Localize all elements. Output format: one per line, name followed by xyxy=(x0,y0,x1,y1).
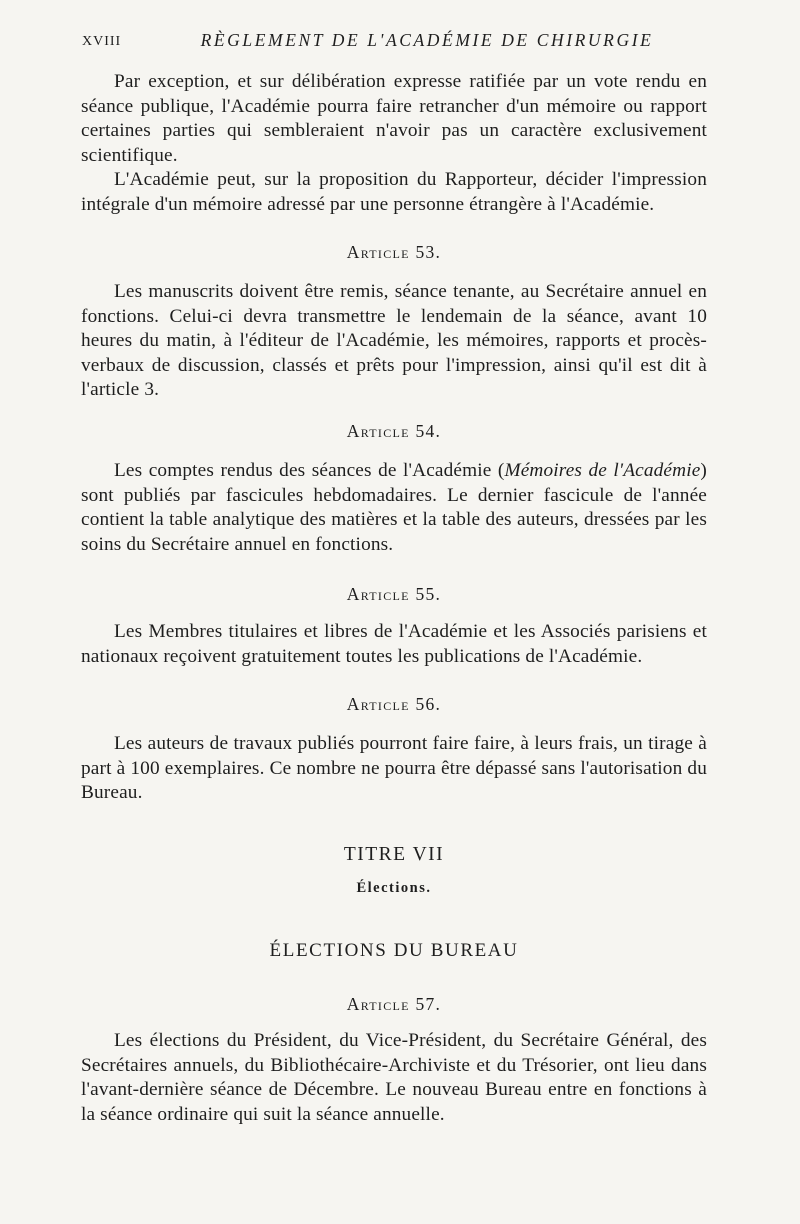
publication-title: Mémoires de l'Académie xyxy=(504,460,701,481)
header-title: RÈGLEMENT DE L'ACADÉMIE DE CHIRURGIE xyxy=(200,30,654,50)
paragraph-article-56 xyxy=(81,732,707,806)
paragraph-article-57 xyxy=(81,1029,707,1127)
article-56-heading: Article 56. xyxy=(346,694,442,714)
paragraph-article-53 xyxy=(81,280,707,403)
paragraph-impression xyxy=(81,168,707,217)
article-54-heading: Article 54. xyxy=(346,421,442,441)
paragraph-article-54 xyxy=(81,459,707,557)
paragraph-article-55 xyxy=(81,620,707,669)
running-header xyxy=(82,30,710,54)
paragraph-text: Les comptes rendus des séances de l'Académie (Mémoires de l'Académie) sont publiés par fascicules hebdomadaires. Le dernier fascicule de l'année contient la table analytique des matières et la table des auteurs, dressées par les soins du Secrétaire annuel en fonctions. xyxy=(81,460,707,555)
titre-subheading: Élections. xyxy=(356,880,432,896)
paragraph-text: Les élections du Président, du Vice-Président, du Secrétaire Général, des Secrétaires annuels, du Bibliothécaire-Archiviste et du Trésorier, ont lieu dans l'avant-dernière séance de Décembre. Le nouveau Bureau entre en fonctions à la séance ordinaire qui suit la séance annuelle. xyxy=(81,1030,707,1125)
article-53-heading: Article 53. xyxy=(346,242,442,262)
paragraph-text: Les Membres titulaires et libres de l'Académie et les Associés parisiens et nationaux reçoivent gratuitement toutes les publications de l'Académie. xyxy=(81,621,707,667)
article-57-heading: Article 57. xyxy=(346,994,442,1014)
paragraph-exception xyxy=(81,70,707,168)
paragraph-text: Par exception, et sur délibération expresse ratifiée par un vote rendu en séance publique, l'Académie pourra faire retrancher d'un mémoire ou rapport certaines parties qui sembleraient n'avoir pas un caractère exclusivement scientifique. xyxy=(81,71,707,166)
paragraph-text: Les manuscrits doivent être remis, séance tenante, au Secrétaire annuel en fonctions. Celui-ci devra transmettre le lendemain de la séance, avant 10 heures du matin, à l'éditeur de l'Académie, les mémoires, rapports et procès-verbaux de discussion, classés et prêts pour l'impression, ainsi qu'il est dit à l'article 3. xyxy=(81,281,707,400)
article-55-heading: Article 55. xyxy=(346,584,442,604)
section-heading: ÉLECTIONS DU BUREAU xyxy=(269,940,519,961)
paragraph-text: L'Académie peut, sur la proposition du Rapporteur, décider l'impression intégrale d'un mémoire adressé par une personne étrangère à l'Académie. xyxy=(81,169,707,215)
paragraph-text: Les auteurs de travaux publiés pourront faire faire, à leurs frais, un tirage à part à 100 exemplaires. Ce nombre ne pourra être dépassé sans l'autorisation du Bureau. xyxy=(81,733,707,803)
titre-heading: TITRE VII xyxy=(343,844,445,865)
page-number: XVIII xyxy=(82,34,122,49)
